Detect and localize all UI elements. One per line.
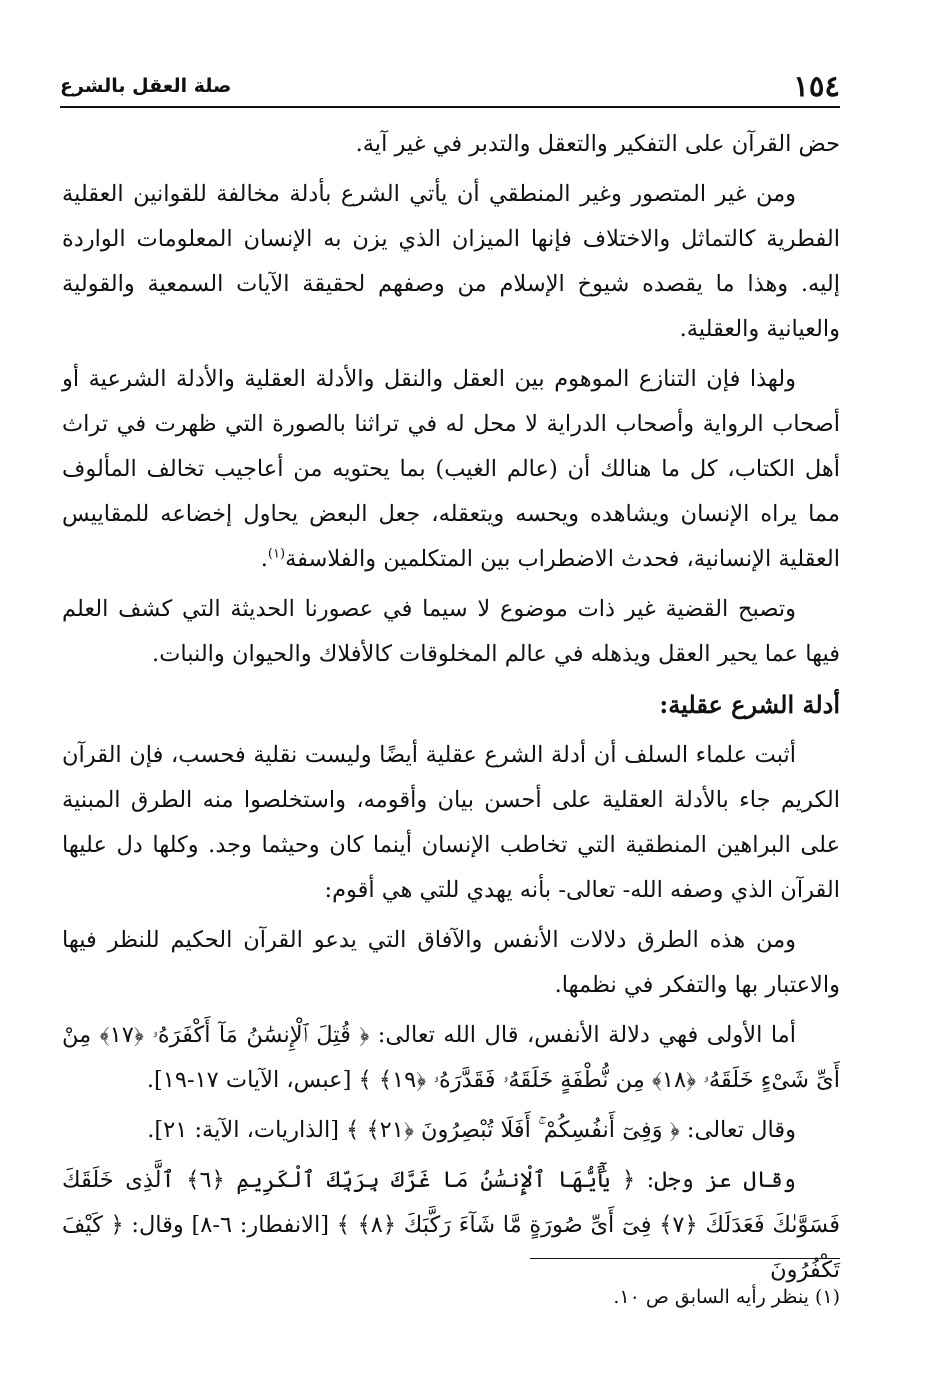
section-heading: أدلة الشرع عقلية: xyxy=(659,690,840,719)
running-header xyxy=(60,68,840,104)
footnote-reference[interactable]: (١) xyxy=(267,546,286,562)
paragraph-9: وقال عز وجل: ﴿ يَٰٓأَيُّهَا ٱلْإِنسَٰنُ مَا غَرَّكَ بِرَبِّكَ ٱلْكَرِيمِ ﴿٦﴾ ٱلَّذِى خَلَقَكَ فَسَوَّىٰكَ فَعَدَلَكَ ﴿٧﴾ فِىٓ أَىِّ صُورَةٍ مَّا شَآءَ رَكَّبَكَ ﴿٨﴾ ﴾ [الانفطار: ٦-٨] وقال: ﴿ كَيْفَ تَكْفُرُونَ xyxy=(62,1167,840,1283)
paragraph-3-end: . xyxy=(260,546,268,572)
paragraph-6: ومن هذه الطرق دلالات الأنفس والآفاق التي يدعو القرآن الحكيم للنظر فيها والاعتبار بها والتفكر في نظمها. xyxy=(62,927,840,998)
running-title: صلة العقل بالشرع xyxy=(60,75,232,97)
paragraph-7: أما الأولى فهي دلالة الأنفس، قال الله تعالى: ﴿ قُتِلَ ٱلْإِنسَٰنُ مَآ أَكْفَرَهُۥ ﴿١٧﴾ مِنْ أَىِّ شَىْءٍ خَلَقَهُۥ ﴿١٨﴾ مِن نُّطْفَةٍ خَلَقَهُۥ فَقَدَّرَهُۥ ﴿١٩﴾ ﴾ [عبس، الآيات ١٧-١٩]. xyxy=(62,1022,840,1093)
paragraph-3 xyxy=(62,357,840,582)
page-number: ١٥٤ xyxy=(793,69,840,103)
paragraph-8: وقال تعالى: ﴿ وَفِىٓ أَنفُسِكُمْ ۚ أَفَلَا تُبْصِرُونَ ﴿٢١﴾ ﴾ [الذاريات، الآية: ٢١]. xyxy=(147,1117,796,1143)
paragraph-4: وتصبح القضية غير ذات موضوع لا سيما في عصورنا الحديثة التي كشف العلم فيها عما يحير العقل ويذهله في عالم المخلوقات كالأفلاك والحيوان والنبات. xyxy=(62,596,840,667)
footnote-rule xyxy=(530,1258,840,1259)
paragraph-3-text: ولهذا فإن التنازع الموهوم بين العقل والنقل والأدلة العقلية والأدلة الشرعية أو أصحاب الرواية وأصحاب الدراية لا محل له في تراثنا بالصورة التي ظهرت في تراث أهل الكتاب، كل ما هنالك أن (عالم الغيب) بما يحتويه من أعاجيب تخالف المألوف مما يراه الإنسان ويشاهده ويحسه ويتعقله، جعل البعض يحاول إخضاعه للمقاييس العقلية الإنسانية، فحدث الاضطراب بين المتكلمين والفلاسفة xyxy=(62,366,840,572)
main-text xyxy=(62,122,840,1298)
paragraph-5: أثبت علماء السلف أن أدلة الشرع عقلية أيضًا وليست نقلية فحسب، فإن القرآن الكريم جاء بالأدلة العقلية على أحسن بيان وأقومه، واستخلصوا منه الطرق المبنية على البراهين المنطقية التي تخاطب الإنسان أينما كان وحيثما وجد. وكلها دل عليها القرآن الذي وصفه الله- تعالى- بأنه يهدي للتي هي أقوم: xyxy=(62,742,840,903)
header-rule xyxy=(60,106,840,108)
paragraph-2: ومن غير المتصور وغير المنطقي أن يأتي الشرع بأدلة مخالفة للقوانين العقلية الفطرية كالتماثل والاختلاف فإنها الميزان الذي يزن به الإنسان المعلومات الواردة إليه. وهذا ما يقصده شيوخ الإسلام من وصفهم لحقيقة الآيات السمعية والقولية والعيانية والعقلية. xyxy=(62,181,840,342)
paragraph-1: حض القرآن على التفكير والتعقل والتدبر في غير آية. xyxy=(355,131,840,157)
footnote: (١) ينظر رأيه السابق ص ١٠. xyxy=(613,1286,840,1308)
